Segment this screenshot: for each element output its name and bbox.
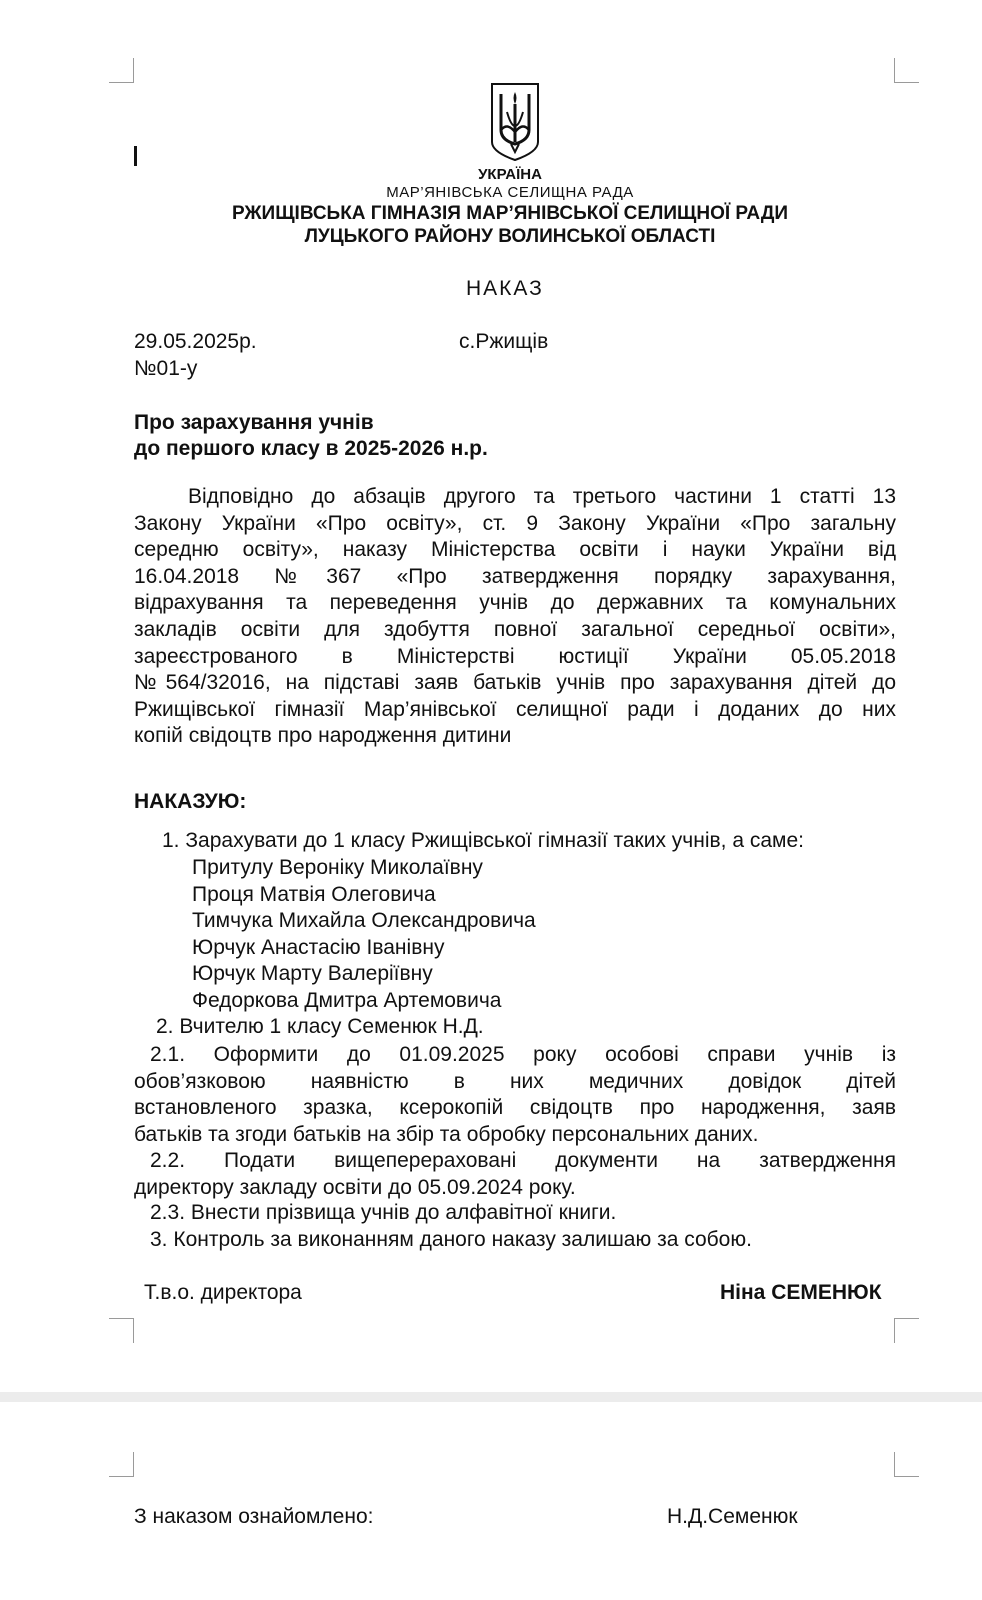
signature-position: Т.в.о. директора [144,1281,302,1304]
acknowledgement-name: Н.Д.Семенюк [667,1505,798,1528]
crop-mark [109,58,134,83]
document-type: НАКАЗ [466,277,544,300]
item-2-1-line: обов’язковою наявністю в них медичних довідок дітей [134,1069,896,1093]
crop-mark [894,1452,919,1477]
student-name: Юрчук Анастасію Іванівну [192,936,445,959]
preamble-paragraph [134,484,896,750]
preamble-line: зареєстрованого в Міністерстві юстиції України 05.05.2018 [134,644,896,668]
country-name: УКРАЇНА [478,166,542,183]
item-2-1 [134,1042,896,1148]
subject-line-1: Про зарахування учнів [134,411,374,434]
subject-line-2: до першого класу в 2025-2026 н.р. [134,437,488,460]
crop-mark [894,1318,919,1343]
student-name: Федоркова Дмитра Артемовича [192,989,502,1012]
preamble-line: Відповідно до абзаців другого та третього частини 1 статті 13 [188,485,896,508]
preamble-line: закладів освіти для здобуття повної загальної середньої освіти», [134,617,896,641]
school-name-line1: РЖИЩІВСЬКА ГІМНАЗІЯ МАР’ЯНІВСЬКОЇ СЕЛИЩНОЇ РАДИ [231,203,789,224]
document-page-2 [0,1402,982,1600]
preamble-line: копій свідоцтв про народження дитини [134,724,512,748]
crop-mark [894,58,919,83]
student-name: Проця Матвія Олеговича [192,883,436,906]
school-name-line2: ЛУЦЬКОГО РАЙОНУ ВОЛИНСЬКОЇ ОБЛАСТІ [304,226,716,247]
acknowledgement-label: З наказом ознайомлено: [134,1505,374,1528]
item-2-2-line: директору закладу освіти до 05.09.2024 року. [134,1175,576,1199]
preamble-line: Ржищівської гімназії Мар’янівської селищної ради і доданих до них [134,697,896,721]
item-2-2 [134,1148,896,1201]
trident-emblem-icon [489,82,541,162]
order-number: №01-у [134,357,198,380]
student-name: Притулу Вероніку Миколаївну [192,856,483,879]
item-2: 2. Вчителю 1 класу Семенюк Н.Д. [156,1015,484,1038]
item-2-3: 2.3. Внести прізвища учнів до алфавітної книги. [150,1201,617,1224]
preamble-line: 16.04.2018 №367 «Про затвердження порядку зарахування, [134,564,896,588]
crop-mark [109,1318,134,1343]
order-word: НАКАЗУЮ: [134,790,247,813]
item-2-1-line: 2.1. Оформити до 01.09.2025 року особові справи учнів із [150,1043,896,1066]
council-name: МАР’ЯНІВСЬКА СЕЛИЩНА РАДА [386,184,634,201]
preamble-line: середню освіту», наказу Міністерства освіти і науки України від [134,538,896,562]
student-name: Тимчука Михайла Олександровича [192,909,536,932]
item-1: 1. Зарахувати до 1 класу Ржищівської гімназії таких учнів, а саме: [162,829,804,852]
text-cursor [134,146,137,166]
preamble-line: Закону України «Про освіту», ст. 9 Закону України «Про загальну [134,511,896,535]
crop-mark [109,1452,134,1477]
preamble-line: відрахування та переведення учнів до державних та комунальних [134,591,896,615]
order-date: 29.05.2025р. [134,330,257,353]
signature-name: Ніна СЕМЕНЮК [720,1281,882,1304]
item-2-1-line: встановленого зразка, ксерокопій свідоцтв про народження, заяв [134,1096,896,1120]
preamble-line: №564/32016, на підставі заяв батьків учнів про зарахування дітей до [134,671,896,695]
item-2-1-line: батьків та згоди батьків на збір та обробку персональних даних. [134,1122,759,1146]
item-2-2-line: 2.2. Подати вищеперераховані документи на затвердження [150,1149,896,1172]
item-3: 3. Контроль за виконанням даного наказу залишаю за собою. [150,1228,752,1251]
student-name: Юрчук Марту Валеріївну [192,962,433,985]
order-place: с.Ржищів [459,330,549,353]
